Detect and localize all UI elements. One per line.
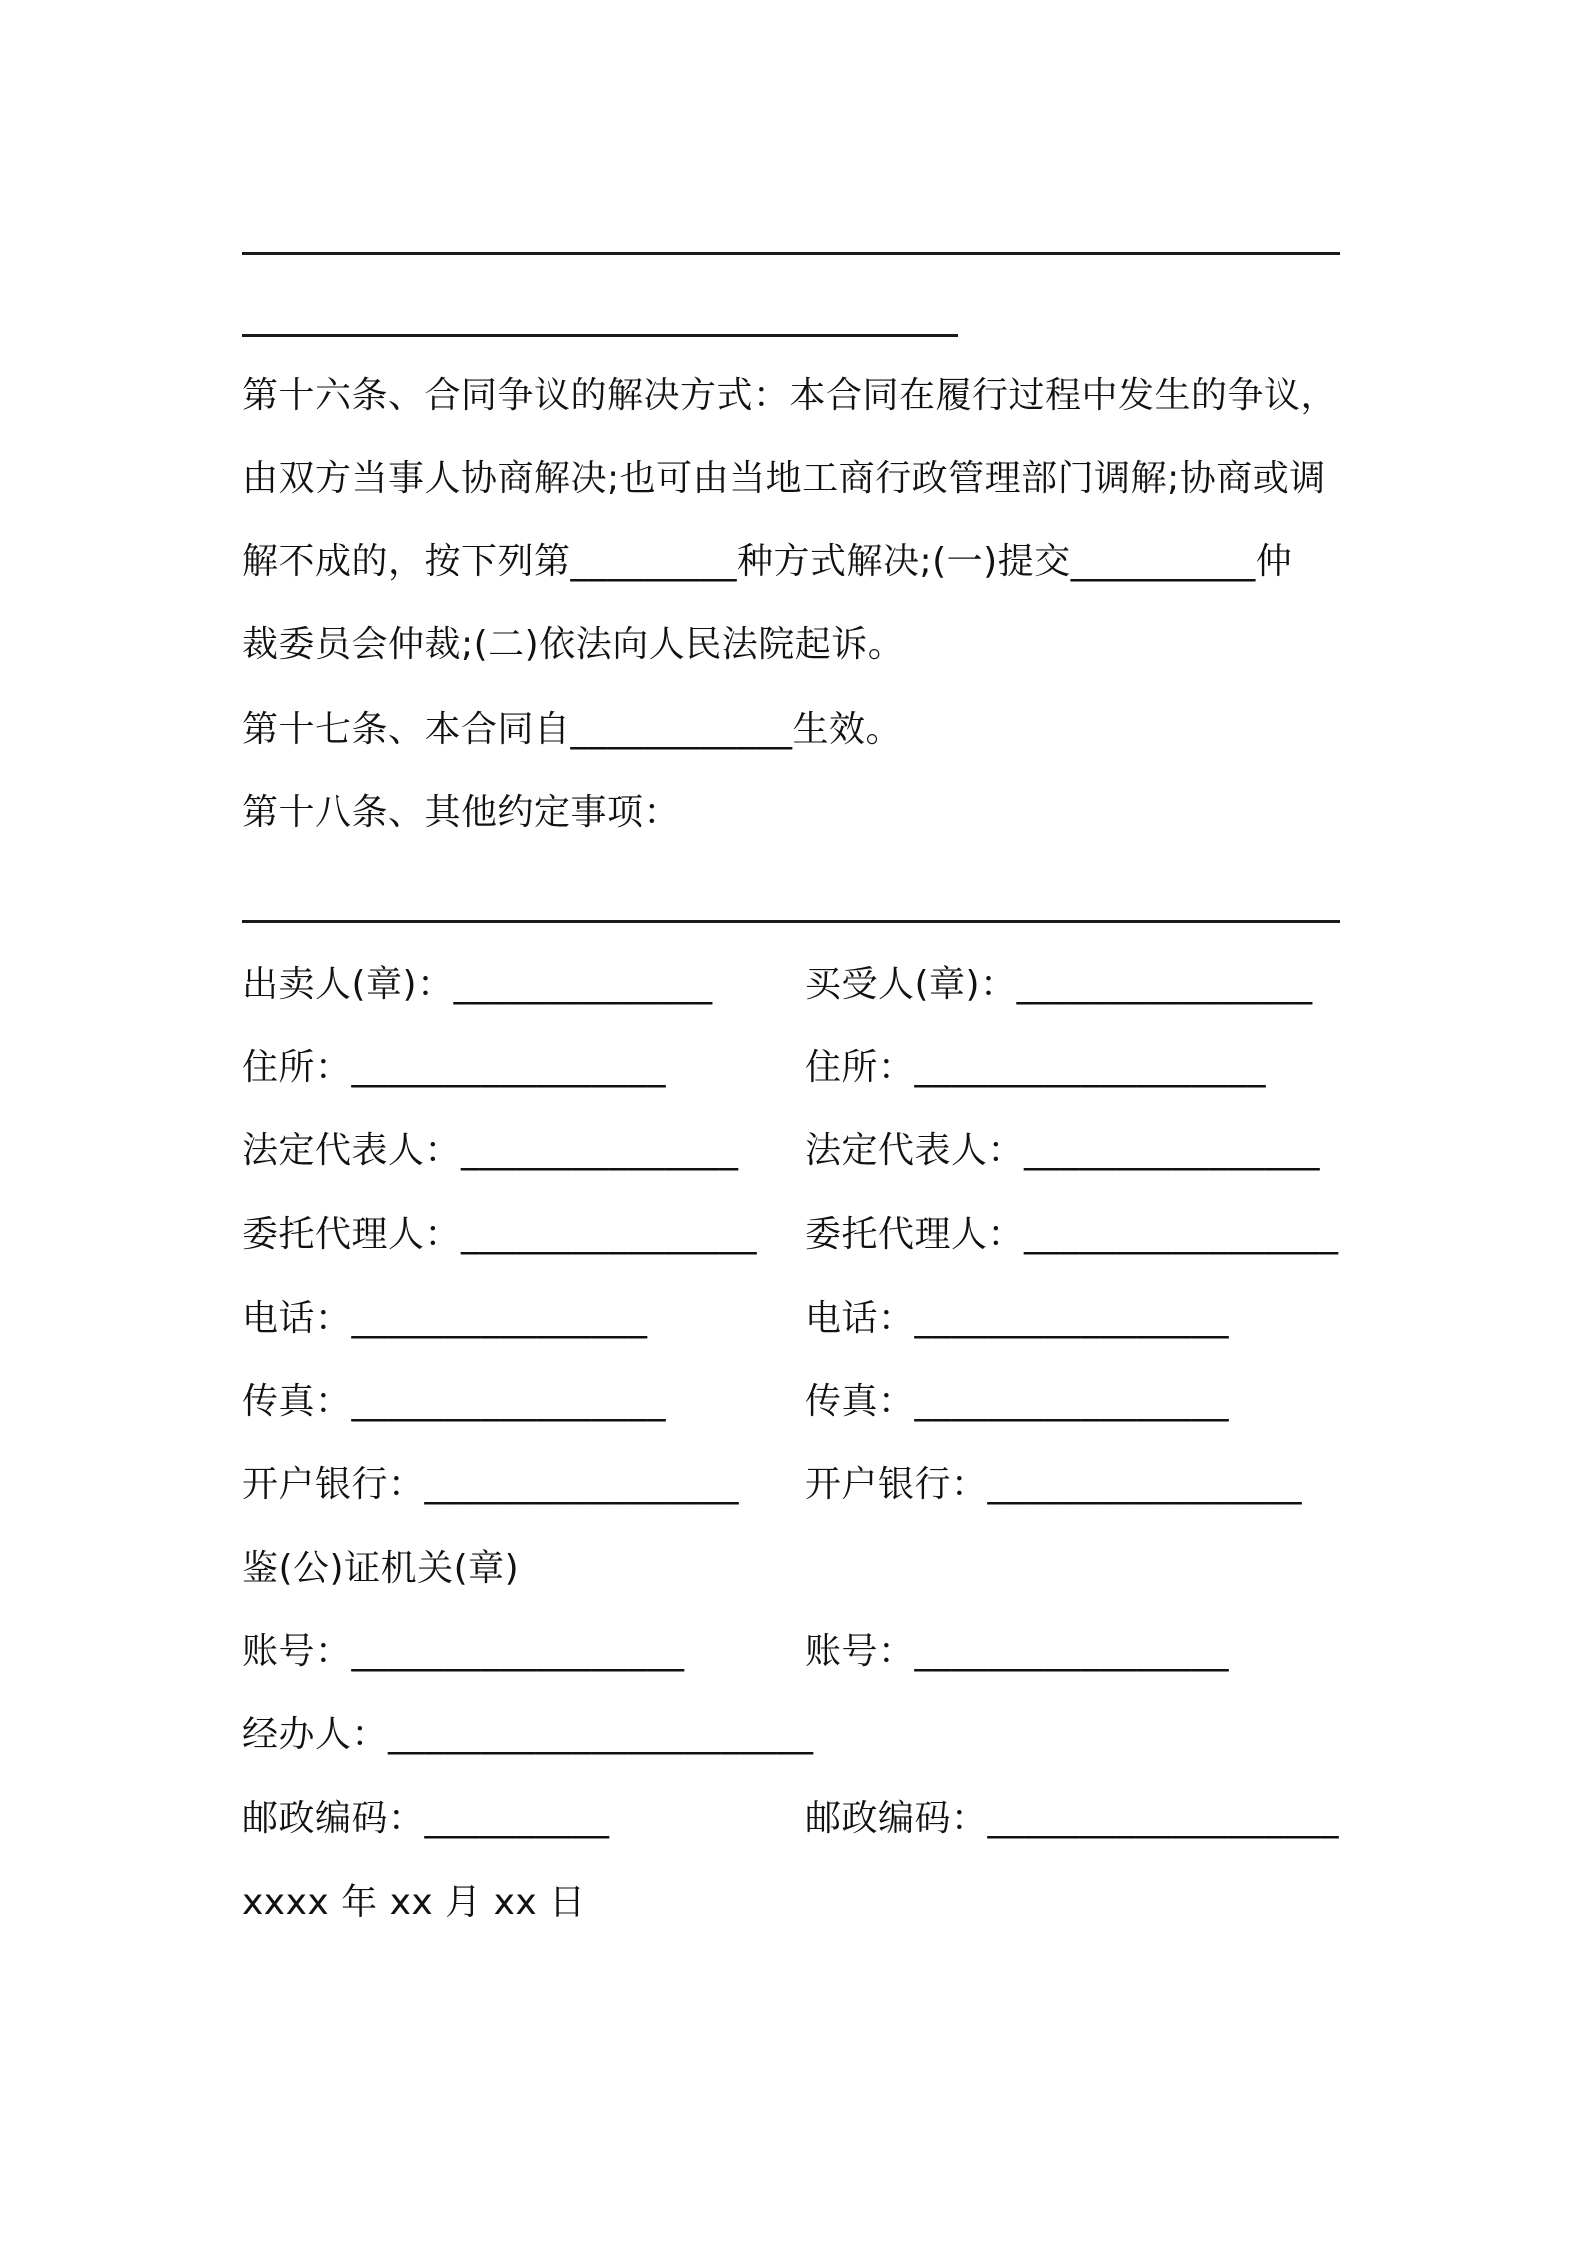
article-16-line-3: 解不成的，按下列第_________种方式解决;(一)提交__________仲 — [242, 541, 1293, 582]
seller-account: 账号：__________________ — [242, 1631, 685, 1672]
seller-bank: 开户银行：_________________ — [242, 1464, 740, 1505]
seller-postcode: 邮政编码：__________ — [242, 1798, 610, 1839]
buyer-agent: 委托代理人：_________________ — [805, 1214, 1339, 1255]
article-17: 第十七条、本合同自____________生效。 — [242, 709, 903, 750]
seller-fax: 传真：_________________ — [242, 1381, 667, 1422]
buyer-phone: 电话：_________________ — [805, 1298, 1230, 1339]
article-18: 第十八条、其他约定事项： — [242, 792, 681, 833]
article-16-line-2: 由双方当事人协商解决;也可由当地工商行政管理部门调解;协商或调 — [242, 458, 1326, 499]
seller-legal-rep: 法定代表人：_______________ — [242, 1130, 739, 1171]
notary-office: 鉴(公)证机关(章) — [242, 1548, 520, 1589]
buyer-account: 账号：_________________ — [805, 1631, 1230, 1672]
seller-stamp: 出卖人(章)：______________ — [242, 964, 713, 1005]
buyer-legal-rep: 法定代表人：________________ — [805, 1130, 1321, 1171]
buyer-address: 住所：___________________ — [805, 1047, 1267, 1088]
blank-line-other-terms — [242, 920, 1340, 923]
signing-date: xxxx 年 xx 月 xx 日 — [242, 1882, 586, 1923]
blank-line-1 — [242, 252, 1340, 255]
seller-phone: 电话：________________ — [242, 1298, 648, 1339]
seller-agent: 委托代理人：________________ — [242, 1214, 758, 1255]
buyer-postcode: 邮政编码：___________________ — [805, 1798, 1340, 1839]
seller-address: 住所：_________________ — [242, 1047, 667, 1088]
handler: 经办人：_______________________ — [242, 1714, 814, 1755]
blank-line-2 — [242, 334, 958, 337]
buyer-stamp: 买受人(章)：________________ — [805, 964, 1313, 1005]
buyer-bank: 开户银行：_________________ — [805, 1464, 1303, 1505]
buyer-fax: 传真：_________________ — [805, 1381, 1230, 1422]
article-16-line-4: 裁委员会仲裁;(二)依法向人民法院起诉。 — [242, 624, 905, 665]
article-16-line-1: 第十六条、合同争议的解决方式：本合同在履行过程中发生的争议， — [242, 375, 1338, 416]
